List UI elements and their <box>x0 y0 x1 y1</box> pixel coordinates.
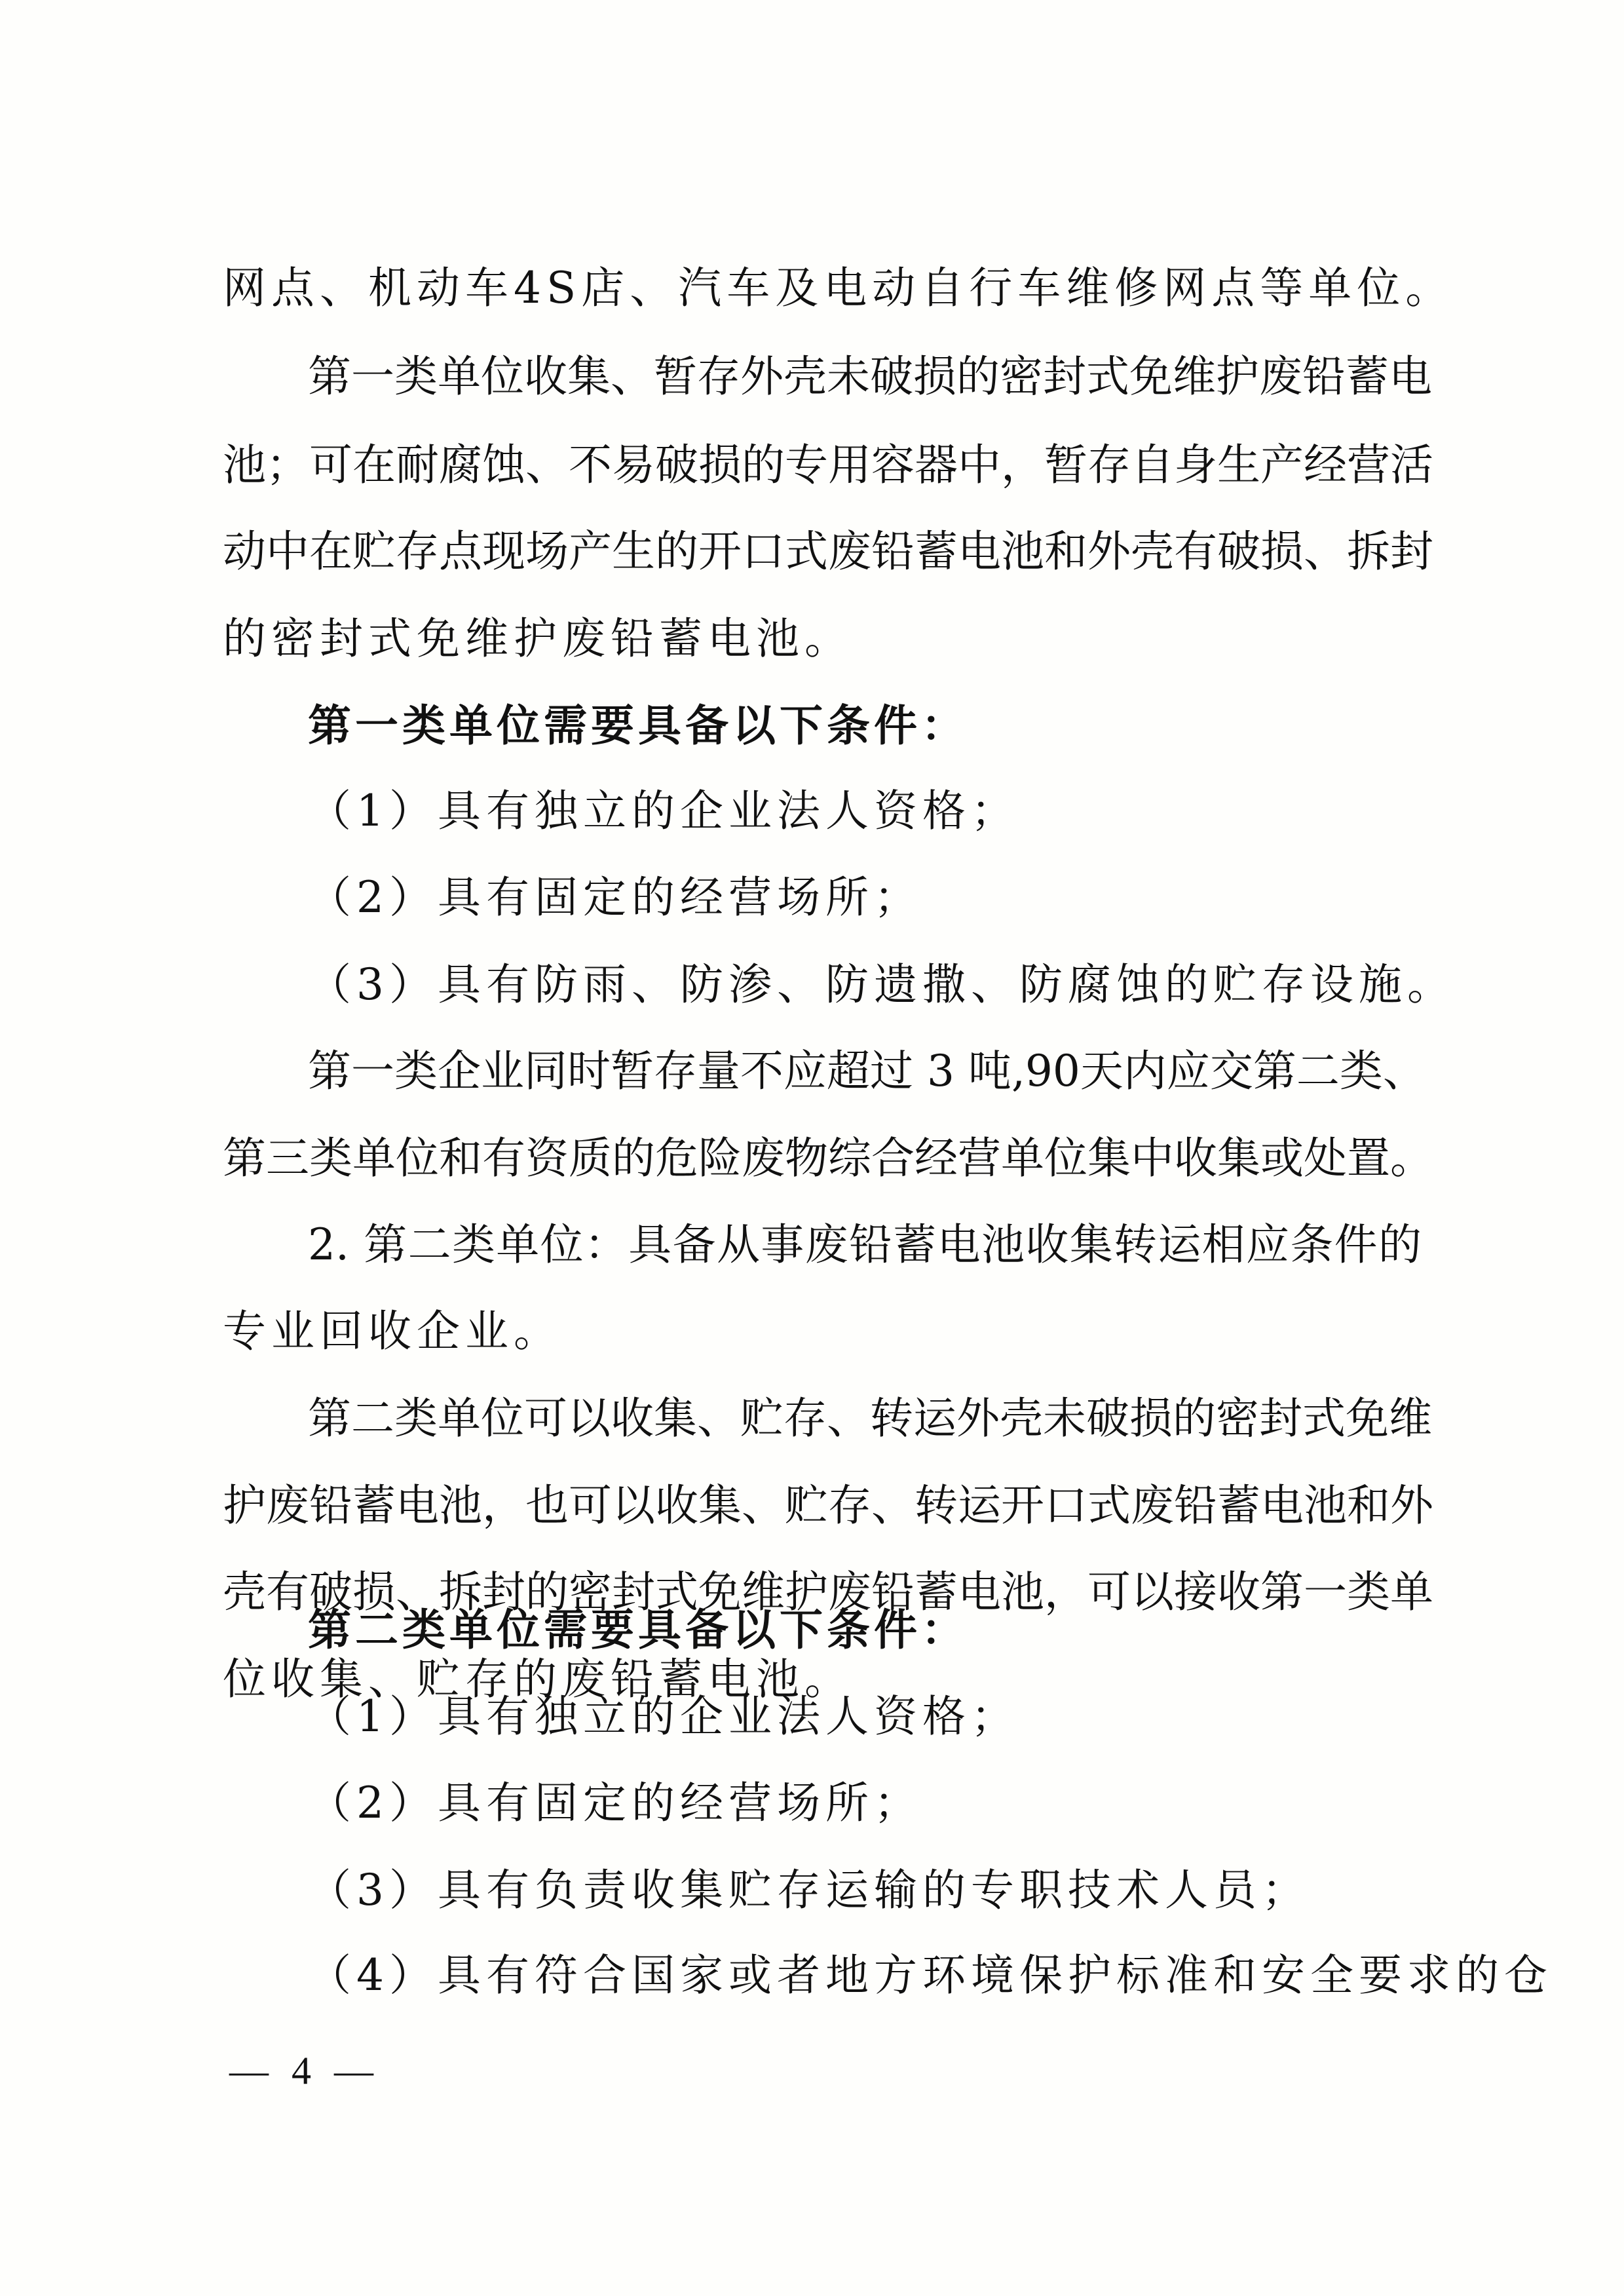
paragraph-line: 第三类单位和有资质的危险废物综合经营单位集中收集或处置。 <box>223 1133 1433 1183</box>
paragraph-line: 第二类单位可以收集、贮存、转运外壳未破损的密封式免维 <box>308 1393 1432 1444</box>
paragraph-line: 壳有破损、拆封的密封式免维护废铅蓄电池，可以接收第一类单 <box>223 1567 1433 1617</box>
list-item: （3）具有防雨、防渗、防遗撒、防腐蚀的贮存设施。 <box>308 959 1456 1010</box>
paragraph-line: 第一类企业同时暂存量不应超过 3 吨,90天内应交第二类、 <box>308 1046 1426 1096</box>
paragraph-line: 专业回收企业。 <box>223 1306 562 1356</box>
paragraph-line: 第一类单位收集、暂存外壳未破损的密封式免维护废铅蓄电 <box>308 351 1432 402</box>
list-item: （1）具有独立的企业法人资格； <box>308 1691 1019 1742</box>
list-item: （4）具有符合国家或者地方环境保护标准和安全要求的仓 <box>308 1950 1553 2000</box>
list-item: （2）具有固定的经营场所； <box>308 872 922 923</box>
section-heading: 第一类单位需要具备以下条件： <box>308 700 968 751</box>
list-item: （1）具有独立的企业法人资格； <box>308 786 1019 836</box>
section-heading: 第二类单位需要具备以下条件： <box>308 1605 968 1655</box>
paragraph-line: 护废铅蓄电池，也可以收集、贮存、转运开口式废铅蓄电池和外 <box>223 1480 1433 1531</box>
list-item: （2）具有固定的经营场所； <box>308 1778 922 1828</box>
paragraph-line: 2. 第二类单位：具备从事废铅蓄电池收集转运相应条件的 <box>308 1219 1422 1270</box>
paragraph-line: 的密封式免维护废铅蓄电池。 <box>223 613 853 664</box>
paragraph-line: 动中在贮存点现场产生的开口式废铅蓄电池和外壳有破损、拆封 <box>223 526 1433 577</box>
paragraph-line: 位收集、贮存的废铅蓄电池。 <box>223 1654 853 1704</box>
list-item: （3）具有负责收集贮存运输的专职技术人员； <box>308 1865 1310 1915</box>
paragraph-line: 池；可在耐腐蚀、不易破损的专用容器中，暂存自身生产经营活 <box>223 440 1433 490</box>
paragraph-line: 网点、机动车4S店、汽车及电动自行车维修网点等单位。 <box>223 263 1454 313</box>
page-number: — 4 — <box>229 2049 380 2092</box>
